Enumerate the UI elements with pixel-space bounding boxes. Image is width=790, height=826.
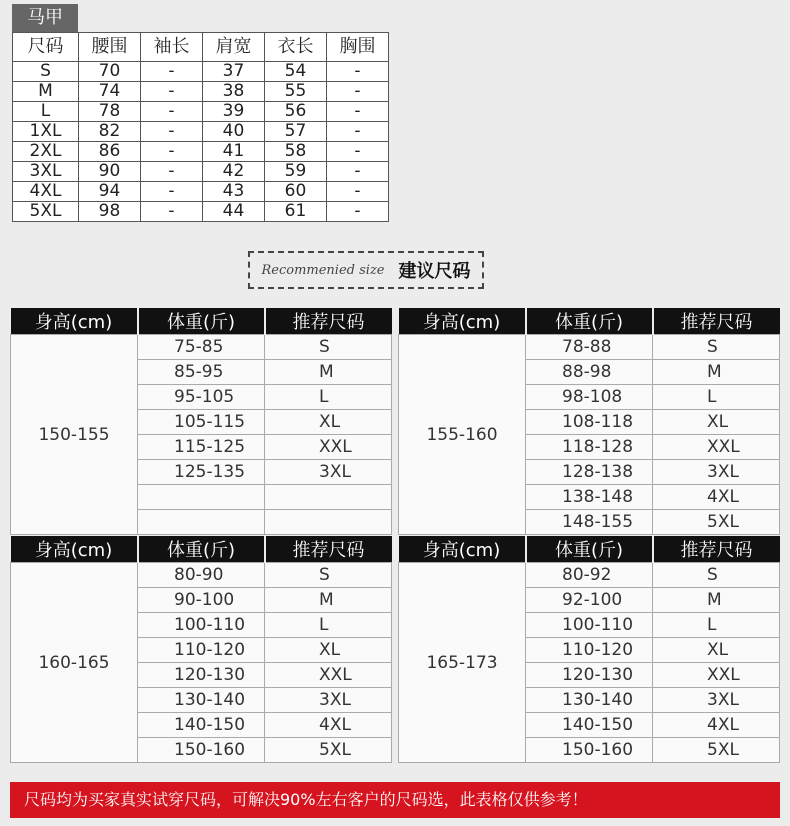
block-header-cell: 体重(斤) xyxy=(526,536,653,563)
weight-range-cell: 120-130 xyxy=(138,663,265,688)
recommended-size-cell: L xyxy=(653,385,780,410)
recommended-size-cell: XXL xyxy=(653,663,780,688)
block-header-row xyxy=(399,308,780,335)
weight-range-cell: 110-120 xyxy=(526,638,653,663)
footer-note: 尺码均为买家真实试穿尺码，可解决90%左右客户的尺码选，此表格仅供参考！ xyxy=(10,782,780,818)
size-block-160-165 xyxy=(10,536,392,763)
table-row xyxy=(11,563,392,588)
vest-cell: - xyxy=(141,182,203,202)
weight-range-cell: 92-100 xyxy=(526,588,653,613)
vest-cell: 40 xyxy=(203,122,265,142)
recommended-size-cell: 4XL xyxy=(265,713,392,738)
vest-header-cell: 胸围 xyxy=(327,33,389,62)
weight-range-cell: 75-85 xyxy=(138,335,265,360)
table-row xyxy=(13,162,389,182)
recommended-size-cell xyxy=(265,485,392,510)
vest-cell: - xyxy=(327,162,389,182)
vest-size-table xyxy=(12,32,389,222)
recommended-size-cell: M xyxy=(653,360,780,385)
vest-header-cell: 腰围 xyxy=(79,33,141,62)
table-row xyxy=(11,335,392,360)
table-row xyxy=(13,102,389,122)
height-range-cell: 150-155 xyxy=(11,335,138,535)
recommended-size-cell: L xyxy=(653,613,780,638)
weight-range-cell: 148-155 xyxy=(526,510,653,535)
vest-cell: 1XL xyxy=(13,122,79,142)
weight-range-cell: 108-118 xyxy=(526,410,653,435)
weight-range-cell: 130-140 xyxy=(526,688,653,713)
vest-cell: - xyxy=(327,62,389,82)
block-header-cell: 身高(cm) xyxy=(399,308,526,335)
table-row xyxy=(13,182,389,202)
block-header-cell: 推荐尺码 xyxy=(653,308,780,335)
vest-cell: M xyxy=(13,82,79,102)
recommended-size-cell: XL xyxy=(653,410,780,435)
recommended-size-cell: XXL xyxy=(265,663,392,688)
weight-range-cell: 150-160 xyxy=(526,738,653,763)
vest-cell: 42 xyxy=(203,162,265,182)
weight-range-cell: 100-110 xyxy=(526,613,653,638)
vest-cell: 37 xyxy=(203,62,265,82)
vest-cell: 55 xyxy=(265,82,327,102)
vest-cell: 56 xyxy=(265,102,327,122)
vest-cell: 78 xyxy=(79,102,141,122)
weight-range-cell: 80-92 xyxy=(526,563,653,588)
recommended-size-cell: S xyxy=(265,335,392,360)
weight-range-cell: 100-110 xyxy=(138,613,265,638)
recommended-size-cell: 5XL xyxy=(653,738,780,763)
vest-cell: - xyxy=(141,82,203,102)
height-range-cell: 165-173 xyxy=(399,563,526,763)
vest-cell: - xyxy=(327,202,389,222)
table-row xyxy=(13,202,389,222)
vest-header-row xyxy=(13,33,389,62)
vest-cell: - xyxy=(327,82,389,102)
vest-cell: 43 xyxy=(203,182,265,202)
vest-cell: - xyxy=(327,102,389,122)
vest-cell: 4XL xyxy=(13,182,79,202)
vest-cell: - xyxy=(327,182,389,202)
weight-range-cell: 105-115 xyxy=(138,410,265,435)
vest-cell: 3XL xyxy=(13,162,79,182)
vest-header-cell: 袖长 xyxy=(141,33,203,62)
block-header-cell: 推荐尺码 xyxy=(653,536,780,563)
table-row xyxy=(13,62,389,82)
recommended-size-cell: S xyxy=(653,335,780,360)
height-range-cell: 160-165 xyxy=(11,563,138,763)
recommended-size-cell: XL xyxy=(265,410,392,435)
block-header-row xyxy=(11,536,392,563)
vest-cell: - xyxy=(141,202,203,222)
size-block-165-173 xyxy=(398,536,780,763)
vest-cell: 86 xyxy=(79,142,141,162)
vest-cell: 59 xyxy=(265,162,327,182)
block-header-cell: 体重(斤) xyxy=(526,308,653,335)
block-header-cell: 身高(cm) xyxy=(11,536,138,563)
recommended-size-cell: L xyxy=(265,613,392,638)
weight-range-cell: 138-148 xyxy=(526,485,653,510)
weight-range-cell: 140-150 xyxy=(526,713,653,738)
vest-cell: 44 xyxy=(203,202,265,222)
size-block-155-160 xyxy=(398,308,780,535)
vest-cell: L xyxy=(13,102,79,122)
block-header-cell: 体重(斤) xyxy=(138,308,265,335)
weight-range-cell: 78-88 xyxy=(526,335,653,360)
weight-range-cell: 85-95 xyxy=(138,360,265,385)
recommended-size-cell: XXL xyxy=(653,435,780,460)
recommended-size-cell: XXL xyxy=(265,435,392,460)
vest-header-cell: 肩宽 xyxy=(203,33,265,62)
recommended-size-cell: 3XL xyxy=(265,688,392,713)
recommended-size-cell: M xyxy=(653,588,780,613)
weight-range-cell: 128-138 xyxy=(526,460,653,485)
vest-cell: 60 xyxy=(265,182,327,202)
vest-header-cell: 尺码 xyxy=(13,33,79,62)
vest-cell: 2XL xyxy=(13,142,79,162)
vest-cell: 58 xyxy=(265,142,327,162)
vest-cell: 94 xyxy=(79,182,141,202)
recommended-size-cell: 5XL xyxy=(265,738,392,763)
weight-range-cell: 140-150 xyxy=(138,713,265,738)
vest-cell: 98 xyxy=(79,202,141,222)
height-range-cell: 155-160 xyxy=(399,335,526,535)
vest-cell: - xyxy=(327,122,389,142)
vest-cell: 41 xyxy=(203,142,265,162)
vest-cell: 82 xyxy=(79,122,141,142)
vest-cell: 54 xyxy=(265,62,327,82)
vest-cell: 74 xyxy=(79,82,141,102)
vest-cell: - xyxy=(141,142,203,162)
weight-range-cell: 115-125 xyxy=(138,435,265,460)
size-block-150-155 xyxy=(10,308,392,535)
vest-cell: 39 xyxy=(203,102,265,122)
recommended-size-cell: 4XL xyxy=(653,485,780,510)
recommended-size-cell: 3XL xyxy=(653,460,780,485)
block-header-cell: 推荐尺码 xyxy=(265,536,392,563)
weight-range-cell: 120-130 xyxy=(526,663,653,688)
recommended-size-cell: S xyxy=(265,563,392,588)
recommended-size-cell: L xyxy=(265,385,392,410)
recommended-size-cell: M xyxy=(265,360,392,385)
vest-cell: - xyxy=(141,122,203,142)
table-row xyxy=(13,122,389,142)
table-row xyxy=(399,335,780,360)
weight-range-cell xyxy=(138,510,265,535)
weight-range-cell: 118-128 xyxy=(526,435,653,460)
weight-range-cell: 110-120 xyxy=(138,638,265,663)
recommended-size-cell: 3XL xyxy=(653,688,780,713)
vest-cell: 61 xyxy=(265,202,327,222)
vest-cell: 57 xyxy=(265,122,327,142)
weight-range-cell: 98-108 xyxy=(526,385,653,410)
recommended-size-cell: XL xyxy=(265,638,392,663)
vest-cell: - xyxy=(141,62,203,82)
weight-range-cell: 95-105 xyxy=(138,385,265,410)
recommended-size-cell: S xyxy=(653,563,780,588)
recommended-size-cell xyxy=(265,510,392,535)
vest-cell: - xyxy=(327,142,389,162)
block-header-row xyxy=(399,536,780,563)
table-row xyxy=(13,82,389,102)
vest-header-cell: 衣长 xyxy=(265,33,327,62)
recommend-script-text: Recommenied size xyxy=(261,262,385,278)
recommend-size-banner xyxy=(248,251,484,289)
weight-range-cell: 90-100 xyxy=(138,588,265,613)
recommended-size-cell: 5XL xyxy=(653,510,780,535)
weight-range-cell: 150-160 xyxy=(138,738,265,763)
vest-cell: S xyxy=(13,62,79,82)
vest-cell: - xyxy=(141,102,203,122)
weight-range-cell: 88-98 xyxy=(526,360,653,385)
block-header-cell: 推荐尺码 xyxy=(265,308,392,335)
vest-cell: 90 xyxy=(79,162,141,182)
recommended-size-cell: M xyxy=(265,588,392,613)
weight-range-cell: 130-140 xyxy=(138,688,265,713)
recommended-size-cell: XL xyxy=(653,638,780,663)
weight-range-cell xyxy=(138,485,265,510)
block-header-cell: 体重(斤) xyxy=(138,536,265,563)
weight-range-cell: 80-90 xyxy=(138,563,265,588)
block-header-row xyxy=(11,308,392,335)
vest-cell: 70 xyxy=(79,62,141,82)
recommend-title: 建议尺码 xyxy=(398,261,471,282)
vest-cell: 38 xyxy=(203,82,265,102)
block-header-cell: 身高(cm) xyxy=(11,308,138,335)
table-row xyxy=(13,142,389,162)
weight-range-cell: 125-135 xyxy=(138,460,265,485)
recommended-size-cell: 3XL xyxy=(265,460,392,485)
vest-cell: 5XL xyxy=(13,202,79,222)
table-row xyxy=(399,563,780,588)
vest-cell: - xyxy=(141,162,203,182)
vest-title: 马甲 xyxy=(12,4,78,32)
block-header-cell: 身高(cm) xyxy=(399,536,526,563)
recommended-size-cell: 4XL xyxy=(653,713,780,738)
